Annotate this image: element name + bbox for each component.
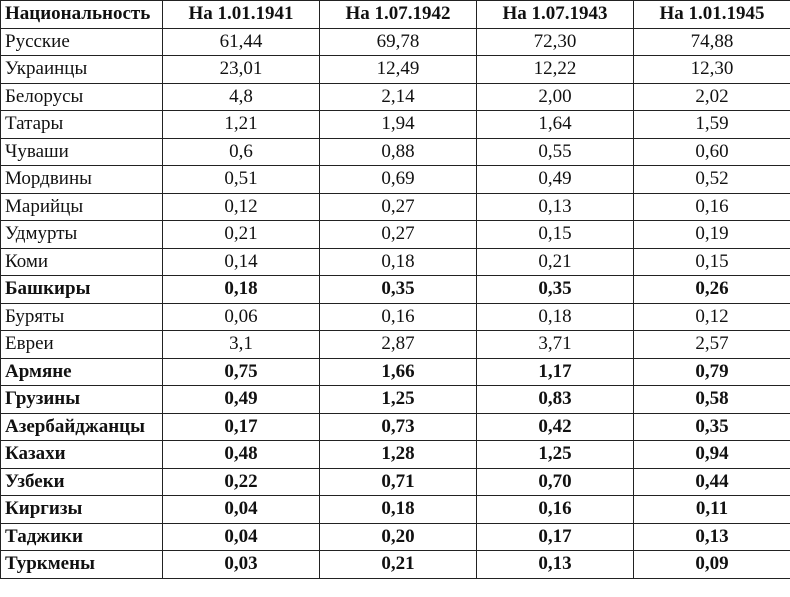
column-header-1943-07: На 1.07.1943: [477, 1, 634, 29]
percentage-cell: 1,21: [163, 111, 320, 139]
table-row: [1, 523, 790, 551]
percentage-cell: 1,25: [477, 441, 634, 469]
percentage-cell: 0,60: [634, 138, 790, 166]
table-row: [1, 386, 790, 414]
percentage-cell: 0,49: [163, 386, 320, 414]
nationality-cell: Белорусы: [1, 83, 163, 111]
percentage-cell: 0,22: [163, 468, 320, 496]
column-header-nationality: Национальность: [1, 1, 163, 29]
percentage-cell: 0,21: [320, 551, 477, 579]
table-row: [1, 468, 790, 496]
nationality-cell: Азербайджанцы: [1, 413, 163, 441]
percentage-cell: 3,71: [477, 331, 634, 359]
table-row: [1, 248, 790, 276]
table-row: [1, 193, 790, 221]
percentage-cell: 0,03: [163, 551, 320, 579]
nationality-cell: Евреи: [1, 331, 163, 359]
nationality-cell: Грузины: [1, 386, 163, 414]
percentage-cell: 0,16: [477, 496, 634, 524]
percentage-cell: 0,51: [163, 166, 320, 194]
percentage-cell: 0,42: [477, 413, 634, 441]
column-header-1945-01: На 1.01.1945: [634, 1, 790, 29]
percentage-cell: 0,18: [163, 276, 320, 304]
nationality-cell: Туркмены: [1, 551, 163, 579]
percentage-cell: 2,14: [320, 83, 477, 111]
percentage-cell: 0,69: [320, 166, 477, 194]
nationality-cell: Казахи: [1, 441, 163, 469]
table-row: [1, 138, 790, 166]
percentage-cell: 1,66: [320, 358, 477, 386]
percentage-cell: 0,6: [163, 138, 320, 166]
nationality-cell: Русские: [1, 28, 163, 56]
percentage-cell: 0,49: [477, 166, 634, 194]
nationality-cell: Чуваши: [1, 138, 163, 166]
nationality-cell: Армяне: [1, 358, 163, 386]
nationality-cell: Украинцы: [1, 56, 163, 84]
percentage-cell: 12,30: [634, 56, 790, 84]
percentage-cell: 0,11: [634, 496, 790, 524]
percentage-cell: 0,17: [477, 523, 634, 551]
nationality-cell: Удмурты: [1, 221, 163, 249]
percentage-cell: 1,17: [477, 358, 634, 386]
table-row: [1, 276, 790, 304]
percentage-cell: 0,70: [477, 468, 634, 496]
nationality-cell: Таджики: [1, 523, 163, 551]
table-row: [1, 221, 790, 249]
percentage-cell: 0,15: [477, 221, 634, 249]
percentage-cell: 0,27: [320, 193, 477, 221]
percentage-cell: 0,48: [163, 441, 320, 469]
table-row: [1, 28, 790, 56]
percentage-cell: 0,94: [634, 441, 790, 469]
percentage-cell: 0,17: [163, 413, 320, 441]
percentage-cell: 0,14: [163, 248, 320, 276]
percentage-cell: 2,00: [477, 83, 634, 111]
nationality-cell: Узбеки: [1, 468, 163, 496]
percentage-cell: 0,13: [477, 193, 634, 221]
percentage-cell: 0,83: [477, 386, 634, 414]
percentage-cell: 0,55: [477, 138, 634, 166]
percentage-cell: 0,04: [163, 496, 320, 524]
percentage-cell: 0,21: [477, 248, 634, 276]
percentage-cell: 23,01: [163, 56, 320, 84]
percentage-cell: 0,58: [634, 386, 790, 414]
table-row: [1, 166, 790, 194]
nationality-cell: Марийцы: [1, 193, 163, 221]
percentage-cell: 0,35: [320, 276, 477, 304]
nationality-cell: Коми: [1, 248, 163, 276]
percentage-cell: 0,88: [320, 138, 477, 166]
percentage-cell: 4,8: [163, 83, 320, 111]
percentage-cell: 0,16: [320, 303, 477, 331]
percentage-cell: 1,94: [320, 111, 477, 139]
percentage-cell: 12,49: [320, 56, 477, 84]
percentage-cell: 2,02: [634, 83, 790, 111]
percentage-cell: 12,22: [477, 56, 634, 84]
percentage-cell: 0,18: [477, 303, 634, 331]
percentage-cell: 0,75: [163, 358, 320, 386]
percentage-cell: 0,13: [477, 551, 634, 579]
percentage-cell: 2,57: [634, 331, 790, 359]
percentage-cell: 0,12: [163, 193, 320, 221]
table-row: [1, 111, 790, 139]
percentage-cell: 0,13: [634, 523, 790, 551]
percentage-cell: 72,30: [477, 28, 634, 56]
table-row: [1, 358, 790, 386]
percentage-cell: 0,15: [634, 248, 790, 276]
percentage-cell: 61,44: [163, 28, 320, 56]
percentage-cell: 69,78: [320, 28, 477, 56]
column-header-1941-01: На 1.01.1941: [163, 1, 320, 29]
table-header-row: [1, 1, 790, 29]
nationality-cell: Башкиры: [1, 276, 163, 304]
percentage-cell: 0,44: [634, 468, 790, 496]
percentage-cell: 0,73: [320, 413, 477, 441]
column-header-1942-07: На 1.07.1942: [320, 1, 477, 29]
percentage-cell: 0,19: [634, 221, 790, 249]
percentage-cell: 1,59: [634, 111, 790, 139]
percentage-cell: 3,1: [163, 331, 320, 359]
percentage-cell: 0,21: [163, 221, 320, 249]
nationality-cell: Мордвины: [1, 166, 163, 194]
nationality-cell: Буряты: [1, 303, 163, 331]
table-row: [1, 83, 790, 111]
percentage-cell: 0,09: [634, 551, 790, 579]
percentage-cell: 0,35: [477, 276, 634, 304]
table-row: [1, 56, 790, 84]
percentage-cell: 0,27: [320, 221, 477, 249]
percentage-cell: 0,18: [320, 496, 477, 524]
table-row: [1, 551, 790, 579]
percentage-cell: 0,16: [634, 193, 790, 221]
percentage-cell: 0,79: [634, 358, 790, 386]
percentage-cell: 0,71: [320, 468, 477, 496]
percentage-cell: 1,64: [477, 111, 634, 139]
table-row: [1, 496, 790, 524]
nationality-cell: Киргизы: [1, 496, 163, 524]
table-row: [1, 303, 790, 331]
percentage-cell: 0,52: [634, 166, 790, 194]
percentage-cell: 1,28: [320, 441, 477, 469]
table-row: [1, 413, 790, 441]
percentage-cell: 74,88: [634, 28, 790, 56]
percentage-cell: 0,26: [634, 276, 790, 304]
percentage-cell: 0,20: [320, 523, 477, 551]
percentage-cell: 0,12: [634, 303, 790, 331]
percentage-cell: 0,06: [163, 303, 320, 331]
percentage-cell: 2,87: [320, 331, 477, 359]
percentage-cell: 1,25: [320, 386, 477, 414]
table-body: [1, 28, 790, 578]
table-row: [1, 441, 790, 469]
table-row: [1, 331, 790, 359]
percentage-cell: 0,18: [320, 248, 477, 276]
percentage-cell: 0,35: [634, 413, 790, 441]
nationality-cell: Татары: [1, 111, 163, 139]
percentage-cell: 0,04: [163, 523, 320, 551]
